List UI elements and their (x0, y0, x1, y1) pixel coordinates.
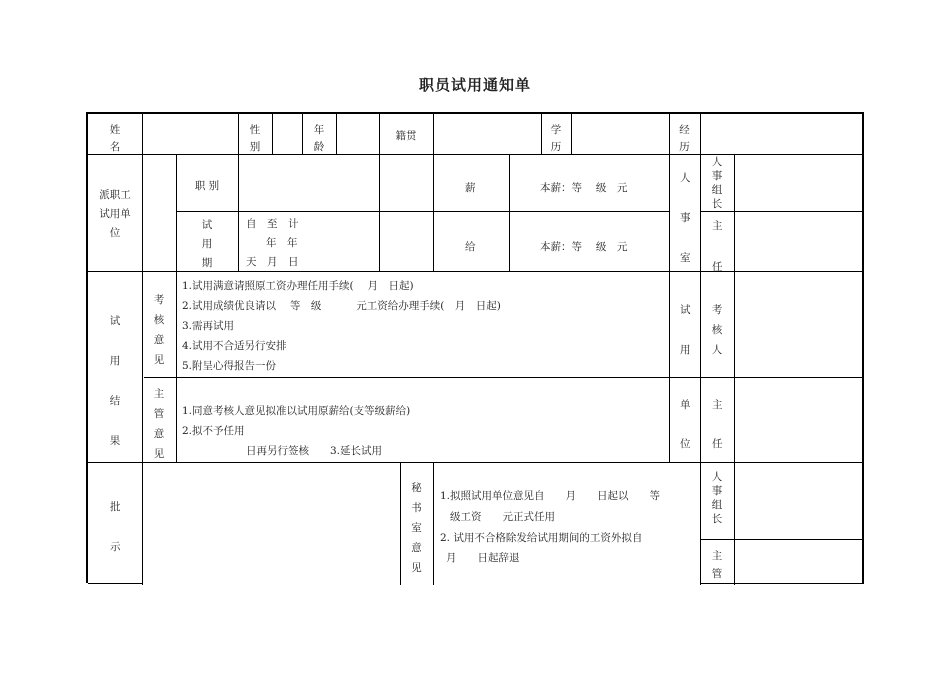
base-pay-2: 本薪：等 级 元 (540, 241, 628, 253)
grid-line (144, 377, 864, 378)
education-label: 学 历 (550, 124, 562, 153)
grid-line (336, 114, 337, 154)
review-item: 2.试用成绩优良请以 等 级 元工资给办理手续( 月 日起) (182, 300, 501, 312)
secretary-opinion-label: 秘 书 室 意 见 (411, 482, 422, 574)
grid-line (379, 154, 380, 271)
review-item: 5.附呈心得报告一份 (182, 360, 277, 372)
grid-line (433, 154, 434, 271)
reviewer-label: 考 核 人 (711, 304, 723, 356)
grid-line (433, 462, 434, 585)
approval-hr-leader-label: 人 事 组 长 (711, 471, 723, 525)
manager-opinion-label: 主 管 意 见 (153, 388, 165, 460)
trial-period-label: 试 用 期 (201, 219, 213, 269)
age-label: 年 龄 (313, 124, 325, 153)
trial-unit-label: 用 (680, 344, 691, 356)
grid-line (238, 154, 239, 271)
review-opinion-label: 考 核 意 见 (153, 294, 165, 366)
grid-line (700, 583, 864, 584)
grid-line (88, 583, 142, 584)
secretary-item: 月 日起辞退 (446, 552, 520, 564)
approval-manager-label: 主 管 (711, 550, 723, 580)
trial-employment-form (86, 112, 864, 583)
grid-line (669, 154, 670, 271)
grid-line (700, 114, 701, 154)
hr-leader-label: 人 事 组 长 (711, 156, 723, 210)
hr-office-label: 事 (680, 212, 691, 224)
grid-line (700, 211, 864, 212)
approval-label: 示 (110, 541, 121, 553)
grid-line (700, 539, 864, 540)
trial-unit-label: 位 (680, 438, 691, 450)
grid-line (509, 154, 510, 271)
grid-line (88, 154, 864, 155)
manager-item: 1.同意考核人意见拟准以试用原薪给(支等级薪给) (182, 405, 411, 417)
salary-label-top: 薪 (465, 182, 476, 194)
grid-line (734, 462, 735, 585)
form-title: 职员试用通知单 (418, 76, 531, 94)
grid-line (88, 462, 864, 463)
review-item: 1.试用满意请照原工资办理任用手续( 月 日起) (182, 280, 414, 292)
director-label: 主 (712, 220, 723, 232)
secretary-item: 1.拟照试用单位意见自 月 日起以 等 (440, 490, 661, 502)
grid-line (176, 271, 177, 462)
grid-line (734, 271, 735, 462)
grid-line (571, 114, 572, 154)
review-item: 3.需再试用 (182, 320, 235, 332)
grid-line (433, 114, 434, 154)
name-label: 姓 名 (109, 124, 121, 153)
period-line: 天 月 日 (246, 256, 299, 268)
salary-label-bottom: 给 (465, 241, 476, 253)
position-label: 职 别 (194, 180, 220, 192)
grid-line (142, 114, 143, 154)
secretary-item: 2. 试用不合格除发给试用期间的工资外拟自 (440, 532, 643, 544)
native-place-label: 籍贯 (395, 130, 417, 142)
hr-office-label: 室 (680, 252, 691, 264)
grid-line (669, 271, 670, 462)
manager-item: 日再另行签核 3.延长试用 (246, 445, 383, 457)
trial-unit-label: 单 (680, 399, 691, 411)
base-pay-1: 本薪：等 级 元 (540, 182, 628, 194)
grid-line (176, 211, 669, 212)
result-director-label: 任 (712, 438, 723, 450)
manager-item: 2.拟不予任用 (182, 425, 245, 437)
gender-label: 性 别 (249, 124, 261, 153)
assign-unit-label: 派职工 试用单 位 (99, 189, 131, 239)
approval-label: 批 (110, 501, 121, 513)
period-line: 年 年 (266, 237, 298, 249)
grid-line (142, 462, 143, 585)
experience-label: 经 历 (679, 124, 690, 153)
grid-line (142, 154, 143, 271)
secretary-item: 级工资 元正式任用 (450, 511, 555, 523)
hr-office-label: 人 (680, 172, 691, 184)
grid-line (734, 154, 735, 271)
result-director-label: 主 (712, 399, 723, 411)
director-label: 任 (712, 261, 723, 273)
trial-unit-label: 试 (680, 304, 691, 316)
review-item: 4.试用不合适另行安排 (182, 340, 287, 352)
trial-result-label: 试 用 结 果 (109, 315, 121, 447)
grid-line (272, 114, 273, 154)
period-line: 自 至 计 (246, 218, 299, 230)
